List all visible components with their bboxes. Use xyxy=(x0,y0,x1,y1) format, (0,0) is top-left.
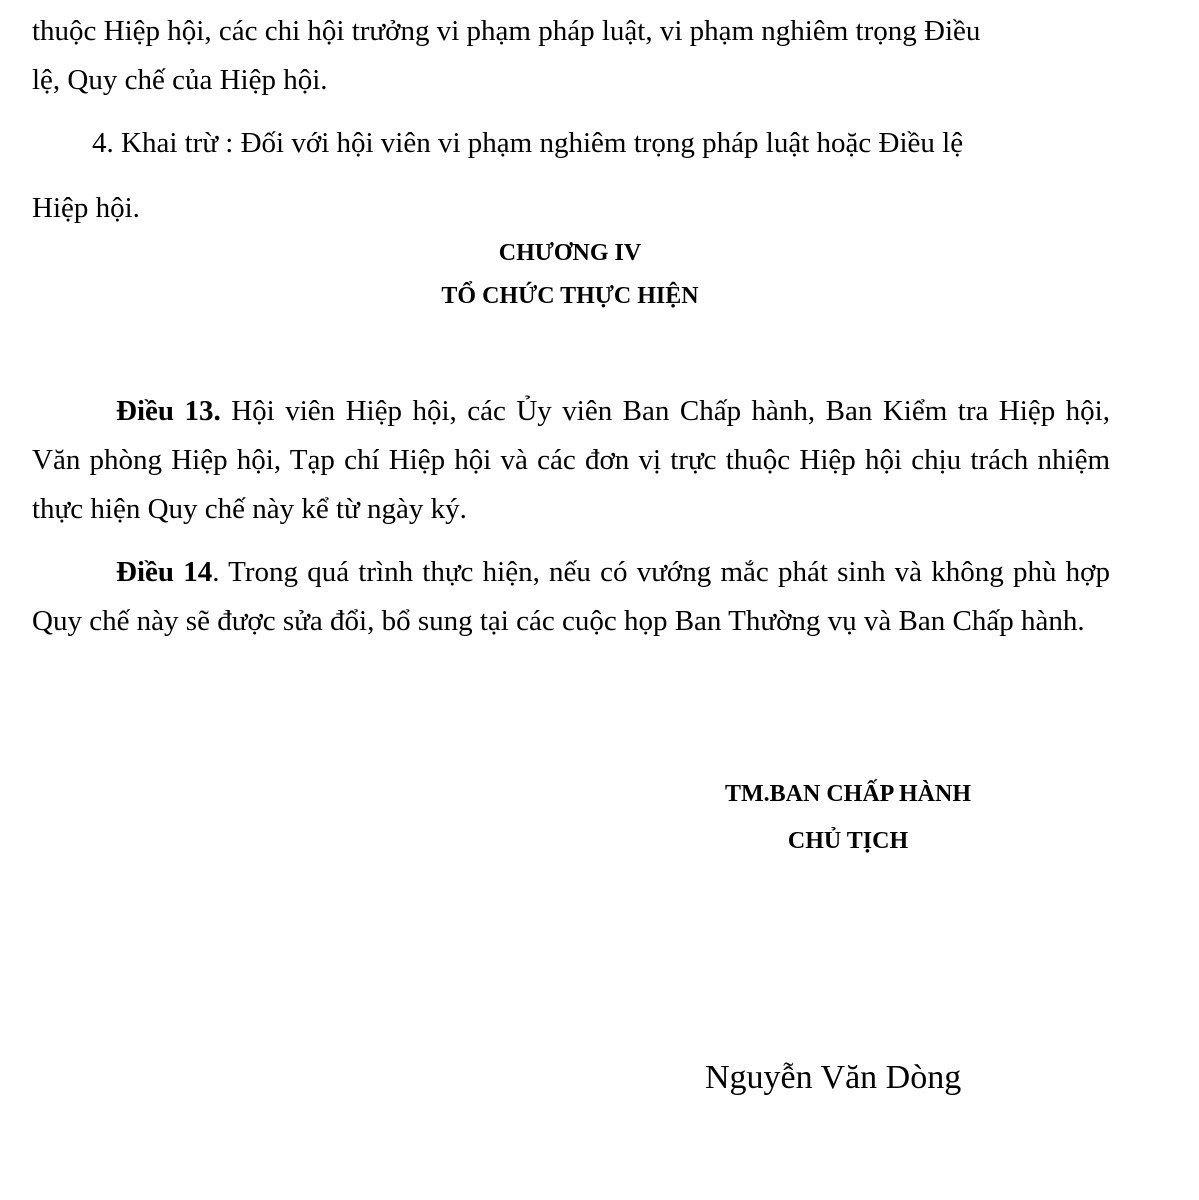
article-13-label: Điều 13. xyxy=(116,395,221,427)
item-4-line-2: Hiệp hội. xyxy=(32,192,140,224)
article-14-text: . Trong quá trình thực hiện, nếu có vướng mắc phát sinh và không phù hợp Quy chế này sẽ được sửa đổi, bổ sung tại các cuộc họp Ban Thường vụ và Ban Chấp hành. xyxy=(32,556,1111,637)
chapter-number: CHƯƠNG IV xyxy=(498,240,642,266)
signature-on-behalf: TM.BAN CHẤP HÀNH xyxy=(725,781,971,807)
item-4-line-1: 4. Khai trừ : Đối với hội viên vi phạm nghiêm trọng pháp luật hoặc Điều lệ xyxy=(92,127,964,159)
chapter-title: TỔ CHỨC THỰC HIỆN xyxy=(441,283,699,309)
intro-line-1: thuộc Hiệp hội, các chi hội trưởng vi phạm pháp luật, vi phạm nghiêm trọng Điều xyxy=(32,15,981,47)
signer-name: Nguyễn Văn Dòng xyxy=(705,1059,962,1096)
article-14-label: Điều 14 xyxy=(116,556,213,588)
article-13 xyxy=(32,387,1110,534)
article-14 xyxy=(32,548,1110,646)
signature-position: CHỦ TỊCH xyxy=(787,828,909,854)
intro-line-2: lệ, Quy chế của Hiệp hội. xyxy=(32,64,328,96)
article-13-text: Hội viên Hiệp hội, các Ủy viên Ban Chấp hành, Ban Kiểm tra Hiệp hội, Văn phòng Hiệp hội, Tạp chí Hiệp hội và các đơn vị trực thuộc Hiệp hội chịu trách nhiệm thực hiện Quy chế này kể từ ngày ký. xyxy=(32,395,1110,525)
